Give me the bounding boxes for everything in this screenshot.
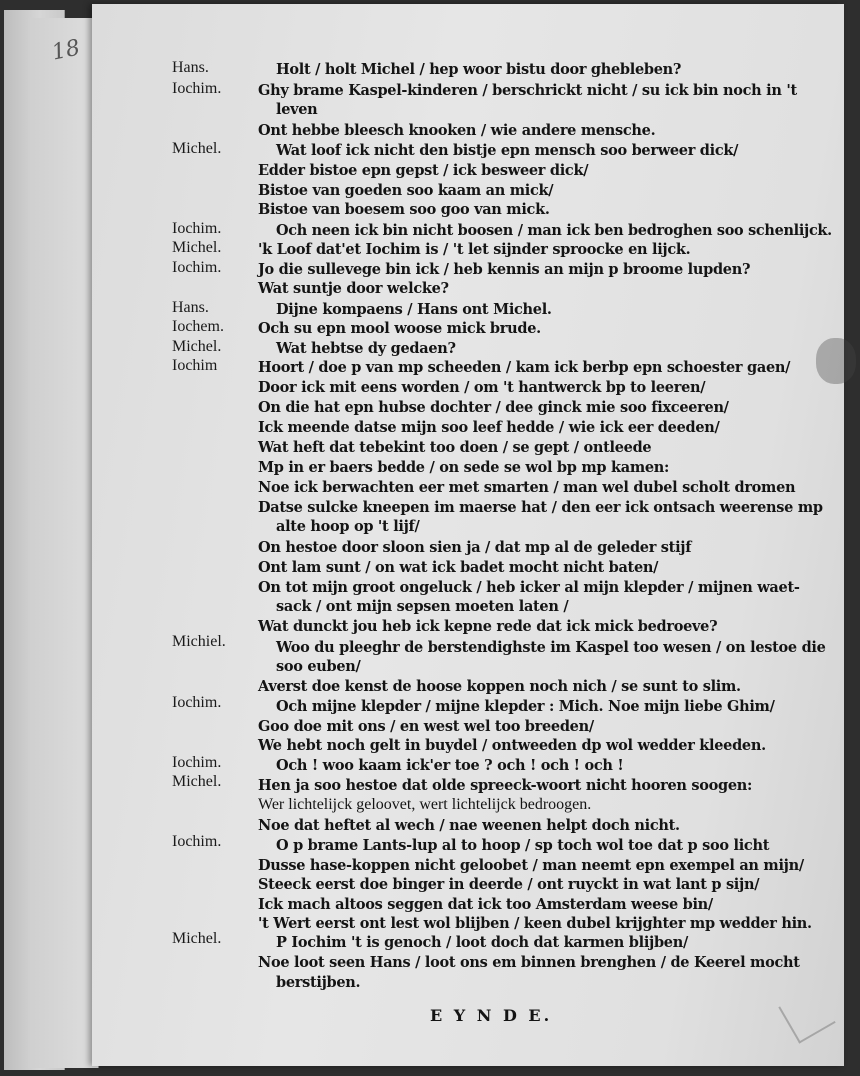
text-line: Och mijne klepder / mijne klepder : Mich. Noe mijn liebe Ghim/ <box>276 698 775 715</box>
speaker-label: Iochim. <box>172 833 222 850</box>
text-line: Wat heft dat tebekint too doen / se gept / ontleede <box>258 439 652 456</box>
text-line: 't Wert eerst ont lest wol blijben / keen dubel krijghter mp wedder hin. <box>258 915 812 932</box>
text-line: Mp in er baers bedde / on sede se wol bp mp kamen: <box>258 459 670 476</box>
text-line: Jo die sullevege bin ick / heb kennis an mijn p broome lupden? <box>258 261 751 278</box>
text-line: Ont hebbe bleesch knooken / wie andere mensche. <box>258 122 656 139</box>
text-line: Hoort / doe p van mp scheeden / kam ick berbp epn schoester gaen/ <box>258 359 791 376</box>
text-line: Datse sulcke kneepen im maerse hat / den eer ick ontsach weerense mp <box>258 499 823 516</box>
text-line: Hen ja soo hestoe dat olde spreeck-woort nicht hooren soogen: <box>258 777 753 794</box>
text-line: Ick mach altoos seggen dat ick too Amsterdam weese bin/ <box>258 896 713 913</box>
speaker-label: Michel. <box>172 930 222 947</box>
speaker-label: Hans. <box>172 59 209 76</box>
text-line: Dijne kompaens / Hans ont Michel. <box>276 301 552 318</box>
text-line: Wat hebtse dy gedaen? <box>276 340 456 357</box>
speaker-label: Iochim <box>172 357 218 374</box>
text-line: On tot mijn groot ongeluck / heb icker al mijn klepder / mijnen waet- <box>258 579 800 596</box>
speaker-label: Iochim. <box>172 259 222 276</box>
text-line: Noe ick berwachten eer met smarten / man wel dubel scholt dromen <box>258 479 796 496</box>
text-line: Ont lam sunt / on wat ick badet mocht nicht baten/ <box>258 559 659 576</box>
text-line: alte hoop op 't lijf/ <box>276 518 420 535</box>
speaker-label: Michel. <box>172 773 222 790</box>
text-line: Wat suntje door welcke? <box>258 280 449 297</box>
page-number: 18 <box>49 35 83 66</box>
speaker-label: Michel. <box>172 338 222 355</box>
text-line: On hestoe door sloon sien ja / dat mp al de geleder stijf <box>258 539 692 556</box>
text-line: Ick meende datse mijn soo leef hedde / wie ick eer deeden/ <box>258 419 720 436</box>
text-line: On die hat epn hubse dochter / dee ginck mie soo fixceeren/ <box>258 399 729 416</box>
speaker-label: Iochim. <box>172 754 222 771</box>
text-line: O p brame Lants-lup al to hoop / sp toch wol toe dat p soo licht <box>276 837 770 854</box>
text-line: Goo doe mit ons / en west wel too breeden/ <box>258 718 594 735</box>
speaker-label: Iochim. <box>172 220 222 237</box>
text-line: Bistoe van goeden soo kaam an mick/ <box>258 182 554 199</box>
text-line: P Iochim 't is genoch / loot doch dat karmen blijben/ <box>276 934 688 951</box>
text-line: Och ! woo kaam ick'er toe ? och ! och ! och ! <box>276 757 624 774</box>
text-line: Holt / holt Michel / hep woor bistu door ghebleben? <box>276 61 682 78</box>
text-line: Wat loof ick nicht den bistje epn mensch soo berweer dick/ <box>276 142 739 159</box>
speaker-label: Iochim. <box>172 80 222 97</box>
speaker-label: Michel. <box>172 239 222 256</box>
text-line: Dusse hase-koppen nicht geloobet / man neemt epn exempel an mijn/ <box>258 857 804 874</box>
text-line: berstijben. <box>276 974 361 991</box>
text-line: Door ick mit eens worden / om 't hantwerck bp to leeren/ <box>258 379 706 396</box>
text-line: Och su epn mool woose mick brude. <box>258 320 541 337</box>
text-line: Wat dunckt jou heb ick kepne rede dat ick mick bedroeve? <box>258 618 718 635</box>
speaker-label: Iochim. <box>172 694 222 711</box>
text-line: Bistoe van boesem soo goo van mick. <box>258 201 550 218</box>
text-line: Noe loot seen Hans / loot ons em binnen brenghen / de Keerel mocht <box>258 954 800 971</box>
text-line: Woo du pleeghr de berstendighste im Kaspel too wesen / on lestoe die <box>276 639 826 656</box>
speaker-label: Michel. <box>172 140 222 157</box>
text-line: sack / ont mijn sepsen moeten laten / <box>276 598 569 615</box>
text-line: soo euben/ <box>276 658 361 675</box>
text-line: leven <box>276 101 318 118</box>
text-line: Edder bistoe epn gepst / ick besweer dick/ <box>258 162 589 179</box>
text-line: Steeck eerst doe binger in deerde / ont ruyckt in wat lant p sijn/ <box>258 876 760 893</box>
text-line: Noe dat heftet al wech / nae weenen helpt doch nicht. <box>258 817 680 834</box>
text-line: Och neen ick bin nicht boosen / man ick ben bedroghen soo schenlijck. <box>276 222 832 239</box>
speaker-label: Hans. <box>172 299 209 316</box>
text-line: We hebt noch gelt in buydel / ontweeden dp wol wedder kleeden. <box>258 737 766 754</box>
text-line: Averst doe kenst de hoose koppen noch nich / se sunt to slim. <box>258 678 741 695</box>
colophon-ende: E Y N D E. <box>430 1006 553 1025</box>
speaker-label: Michiel. <box>172 633 226 650</box>
text-line: Wer lichtelijck geloovet, wert lichtelijck bedroogen. <box>258 796 592 813</box>
text-line: Ghy brame Kaspel-kinderen / berschrickt nicht / su ick bin noch in 't <box>258 82 797 99</box>
speaker-label: Iochem. <box>172 318 224 335</box>
text-line: 'k Loof dat'et Iochim is / 't let sijnder sproocke en lijck. <box>258 241 691 258</box>
